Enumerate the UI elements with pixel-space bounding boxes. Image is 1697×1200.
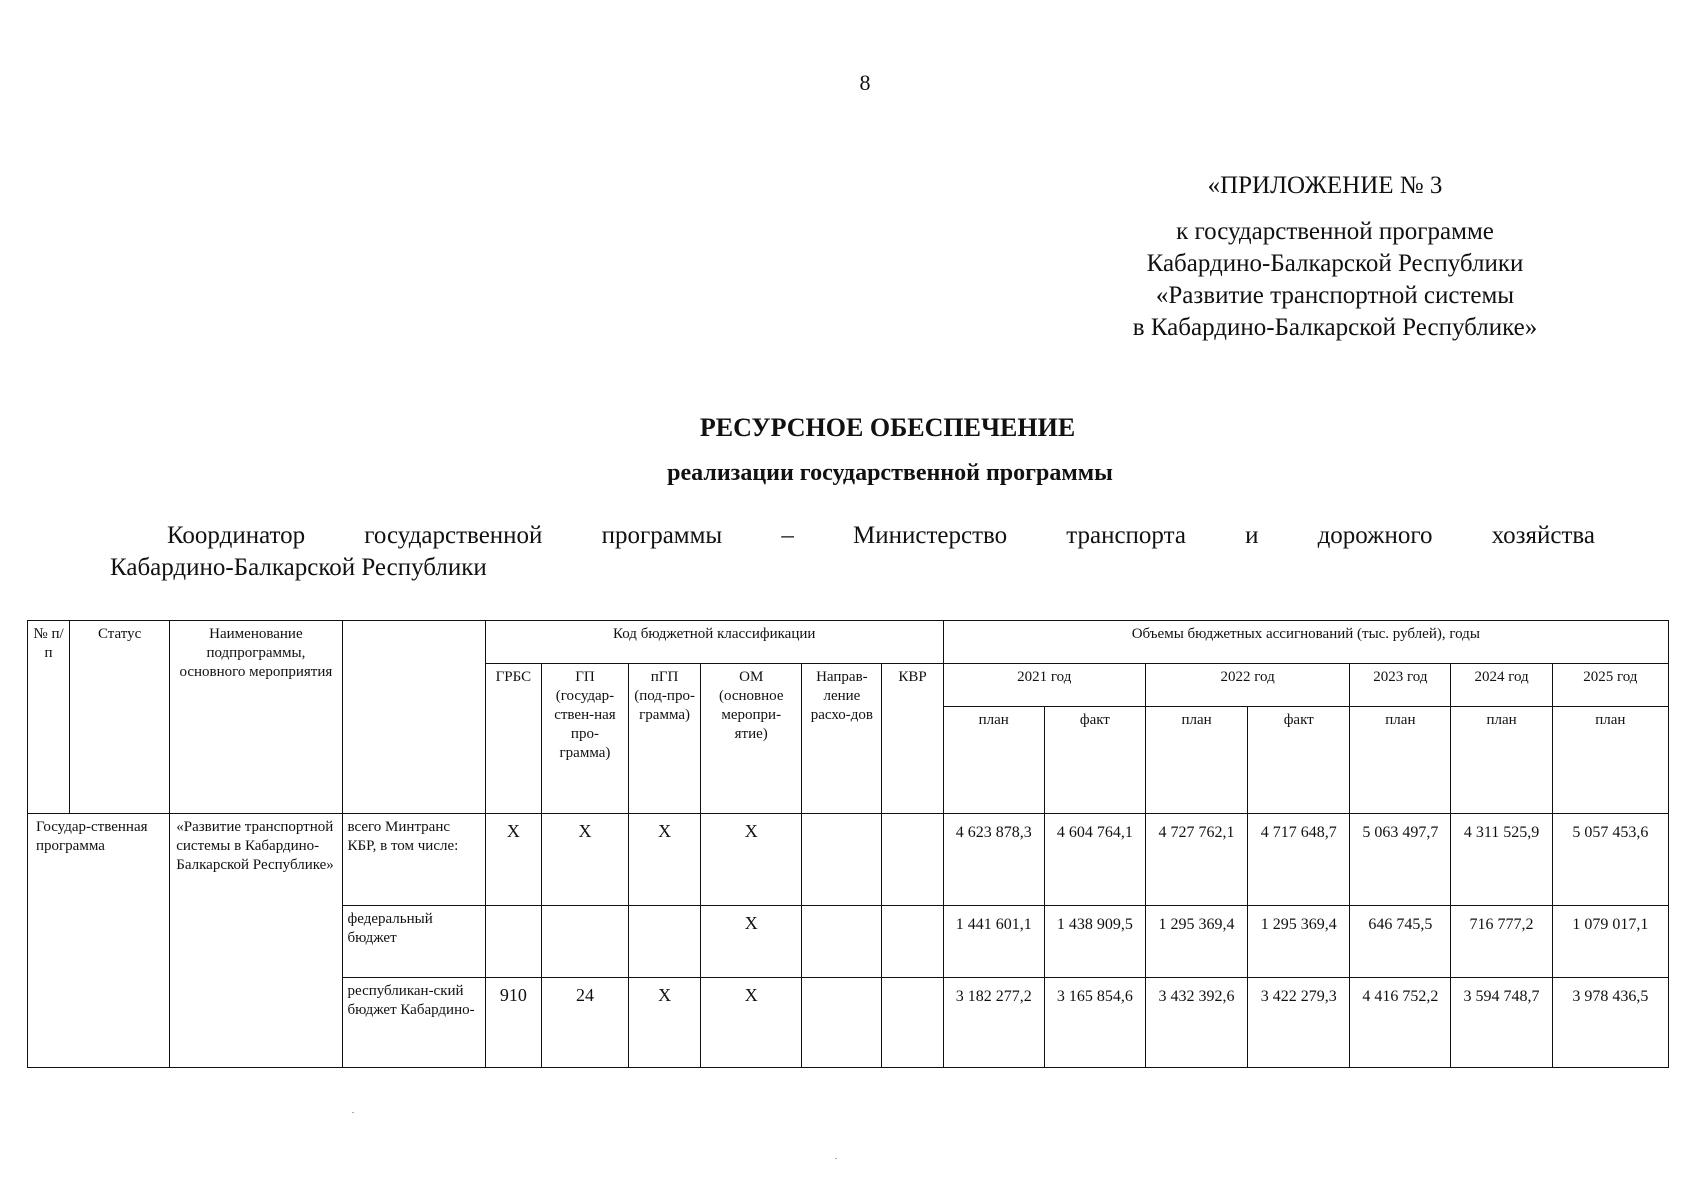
header-gp: ГП (государ-ствен-ная про-грамма) xyxy=(541,664,628,814)
value-cell: 3 165 854,6 xyxy=(1044,978,1145,1068)
value-cell: 1 295 369,4 xyxy=(1248,906,1350,978)
value-cell: 646 745,5 xyxy=(1350,906,1451,978)
appendix-subtitle xyxy=(1040,216,1630,344)
header-om: ОМ (основное меропри-ятие) xyxy=(701,664,802,814)
gp-cell: 24 xyxy=(541,978,628,1068)
kvr-cell xyxy=(882,906,943,978)
coordinator-word: и xyxy=(1245,522,1259,549)
value-cell: 4 623 878,3 xyxy=(943,814,1044,906)
direction-cell xyxy=(802,814,882,906)
resource-table xyxy=(27,620,1669,1068)
gp-cell xyxy=(541,906,628,978)
value-cell: 4 727 762,1 xyxy=(1145,814,1247,906)
om-cell: X xyxy=(701,906,802,978)
coordinator-paragraph xyxy=(110,520,1595,584)
value-cell: 3 594 748,7 xyxy=(1451,978,1552,1068)
header-plan: план xyxy=(1552,707,1668,814)
row-label: республикан-ский бюджет Кабардино- xyxy=(342,978,485,1068)
header-year-2024: 2024 год xyxy=(1451,664,1552,707)
value-cell: 716 777,2 xyxy=(1451,906,1552,978)
coordinator-line-1 xyxy=(110,520,1595,552)
pgp-cell xyxy=(629,906,701,978)
header-status: Статус xyxy=(70,621,170,814)
document-subheading: реализации государственной программы xyxy=(667,460,1113,486)
page-number: 8 xyxy=(859,70,871,95)
grbs-cell: 910 xyxy=(485,978,541,1068)
header-year-2023: 2023 год xyxy=(1350,664,1451,707)
value-cell: 4 311 525,9 xyxy=(1451,814,1552,906)
coordinator-word: дорожного xyxy=(1317,522,1433,549)
pgp-cell: X xyxy=(629,814,701,906)
appendix-line: в Кабардино-Балкарской Республике» xyxy=(1132,314,1538,341)
appendix-line: к государственной программе xyxy=(1176,218,1494,245)
coordinator-line-2: Кабардино-Балкарской Республики xyxy=(110,554,487,581)
coordinator-word: – xyxy=(781,522,794,549)
header-year-2022: 2022 год xyxy=(1145,664,1349,707)
appendix-line: «Развитие транспортной системы xyxy=(1155,282,1515,309)
header-plan: план xyxy=(1350,707,1451,814)
header-kvr: КВР xyxy=(882,664,943,814)
header-name: Наименование подпрограммы, основного мероприятия xyxy=(170,621,342,814)
header-num: № п/п xyxy=(28,621,70,814)
value-cell: 3 432 392,6 xyxy=(1145,978,1247,1068)
value-cell: 1 295 369,4 xyxy=(1145,906,1247,978)
header-blank xyxy=(342,621,485,814)
coordinator-word: Координатор xyxy=(167,522,306,549)
status-cell: Государ-ственная программа xyxy=(28,814,170,1068)
om-cell: X xyxy=(701,814,802,906)
row-label: всего Минтранс КБР, в том числе: xyxy=(342,814,485,906)
document-heading: РЕСУРСНОЕ ОБЕСПЕЧЕНИЕ xyxy=(699,413,1076,442)
value-cell: 4 604 764,1 xyxy=(1044,814,1145,906)
value-cell: 3 422 279,3 xyxy=(1248,978,1350,1068)
value-cell: 4 717 648,7 xyxy=(1248,814,1350,906)
header-grbs: ГРБС xyxy=(485,664,541,814)
value-cell: 1 079 017,1 xyxy=(1552,906,1668,978)
coordinator-word: транспорта xyxy=(1066,522,1186,549)
kvr-cell xyxy=(882,814,943,906)
header-pgp: пГП (под-про-грамма) xyxy=(629,664,701,814)
header-year-2025: 2025 год xyxy=(1552,664,1668,707)
header-year-2021: 2021 год xyxy=(943,664,1145,707)
header-plan: план xyxy=(943,707,1044,814)
table-row xyxy=(28,814,1669,906)
header-fact: факт xyxy=(1248,707,1350,814)
gp-cell: X xyxy=(541,814,628,906)
value-cell: 5 057 453,6 xyxy=(1552,814,1668,906)
direction-cell xyxy=(802,978,882,1068)
value-cell: 5 063 497,7 xyxy=(1350,814,1451,906)
value-cell: 3 182 277,2 xyxy=(943,978,1044,1068)
direction-cell xyxy=(802,906,882,978)
coordinator-word: хозяйства xyxy=(1491,522,1595,549)
kvr-cell xyxy=(882,978,943,1068)
header-budget-code: Код бюджетной классификации xyxy=(485,621,943,664)
row-label: федеральный бюджет xyxy=(342,906,485,978)
coordinator-word: программы xyxy=(601,522,723,549)
appendix-line: Кабардино-Балкарской Республики xyxy=(1146,250,1524,277)
value-cell: 1 438 909,5 xyxy=(1044,906,1145,978)
pgp-cell: X xyxy=(629,978,701,1068)
scan-speck xyxy=(835,1158,837,1159)
om-cell: X xyxy=(701,978,802,1068)
scan-speck xyxy=(352,1112,354,1113)
grbs-cell xyxy=(485,906,541,978)
header-volumes: Объемы бюджетных ассигнований (тыс. рублей), годы xyxy=(943,621,1668,664)
header-plan: план xyxy=(1145,707,1247,814)
header-direction: Направ-ление расхо-дов xyxy=(802,664,882,814)
header-fact: факт xyxy=(1044,707,1145,814)
value-cell: 3 978 436,5 xyxy=(1552,978,1668,1068)
grbs-cell: X xyxy=(485,814,541,906)
program-name-cell: «Развитие транспортной системы в Кабардино-Балкарской Республике» xyxy=(170,814,342,1068)
coordinator-word: Министерство xyxy=(852,522,1008,549)
value-cell: 1 441 601,1 xyxy=(943,906,1044,978)
value-cell: 4 416 752,2 xyxy=(1350,978,1451,1068)
header-plan: план xyxy=(1451,707,1552,814)
appendix-title: «ПРИЛОЖЕНИЕ № 3 xyxy=(1207,172,1443,199)
coordinator-word: государственной xyxy=(364,522,543,549)
